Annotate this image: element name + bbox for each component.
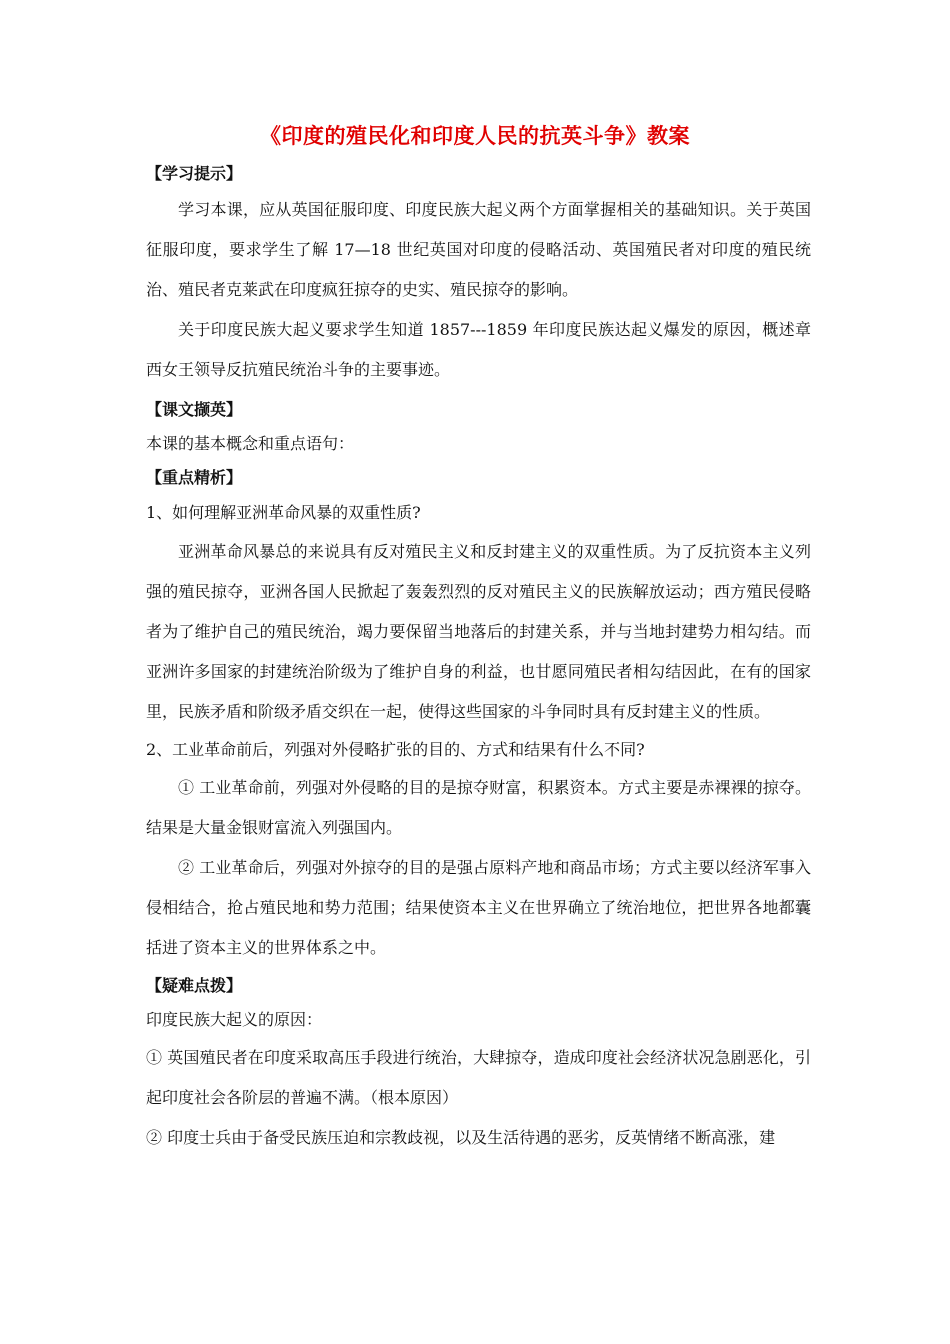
paragraph: 印度民族大起义的原因： <box>146 1010 323 1029</box>
reason-item: ② 印度士兵由于备受民族压迫和宗教歧视，以及生活待遇的恶劣，反英情绪不断高涨，建 <box>146 1128 776 1147</box>
paragraph: 学习本课，应从英国征服印度、印度民族大起义两个方面掌握相关的基础知识。关于英国征服印度，要求学生了解 17—18 世纪英国对印度的侵略活动、英国殖民者对印度的殖民统治、殖民者克莱武在印度疯狂掠夺的史实、殖民掠夺的影响。 <box>146 200 811 299</box>
section-heading-key-analysis: 【重点精析】 <box>146 468 243 487</box>
paragraph: 本课的基本概念和重点语句： <box>146 434 355 453</box>
section-heading-difficulties: 【疑难点拨】 <box>146 976 243 995</box>
question: 1、如何理解亚洲革命风暴的双重性质? <box>146 503 421 522</box>
question: 2、工业革命前后，列强对外侵略扩张的目的、方式和结果有什么不同? <box>146 740 645 759</box>
answer-paragraph: 亚洲革命风暴总的来说具有反对殖民主义和反封建主义的双重性质。为了反抗资本主义列强的殖民掠夺，亚洲各国人民掀起了轰轰烈烈的反对殖民主义的民族解放运动；西方殖民侵略者为了维护自己的殖民统治，竭力要保留当地落后的封建关系，并与当地封建势力相勾结。而亚洲许多国家的封建统治阶级为了维护自身的利益，也甘愿同殖民者相勾结因此，在有的国家里，民族矛盾和阶级矛盾交织在一起，使得这些国家的斗争同时具有反封建主义的性质。 <box>146 542 811 721</box>
paragraph: 关于印度民族大起义要求学生知道 1857---1859 年印度民族达起义爆发的原因，概述章西女王领导反抗殖民统治斗争的主要事迹。 <box>146 320 811 379</box>
section-heading-study-tips: 【学习提示】 <box>146 164 243 183</box>
document-title: 《印度的殖民化和印度人民的抗英斗争》教案 <box>260 124 690 148</box>
document-body <box>146 158 811 1158</box>
answer-paragraph: ② 工业革命后，列强对外掠夺的目的是强占原料产地和商品市场；方式主要以经济军事入侵相结合，抢占殖民地和势力范围；结果使资本主义在世界确立了统治地位，把世界各地都囊括进了资本主义的世界体系之中。 <box>146 858 811 957</box>
section-heading-text-excerpt: 【课文撷英】 <box>146 400 243 419</box>
answer-paragraph: ① 工业革命前，列强对外侵略的目的是掠夺财富，积累资本。方式主要是赤裸裸的掠夺。结果是大量金银财富流入列强国内。 <box>146 778 811 837</box>
reason-item: ① 英国殖民者在印度采取高压手段进行统治，大肆掠夺，造成印度社会经济状况急剧恶化，引起印度社会各阶层的普遍不满。（根本原因） <box>146 1048 811 1107</box>
